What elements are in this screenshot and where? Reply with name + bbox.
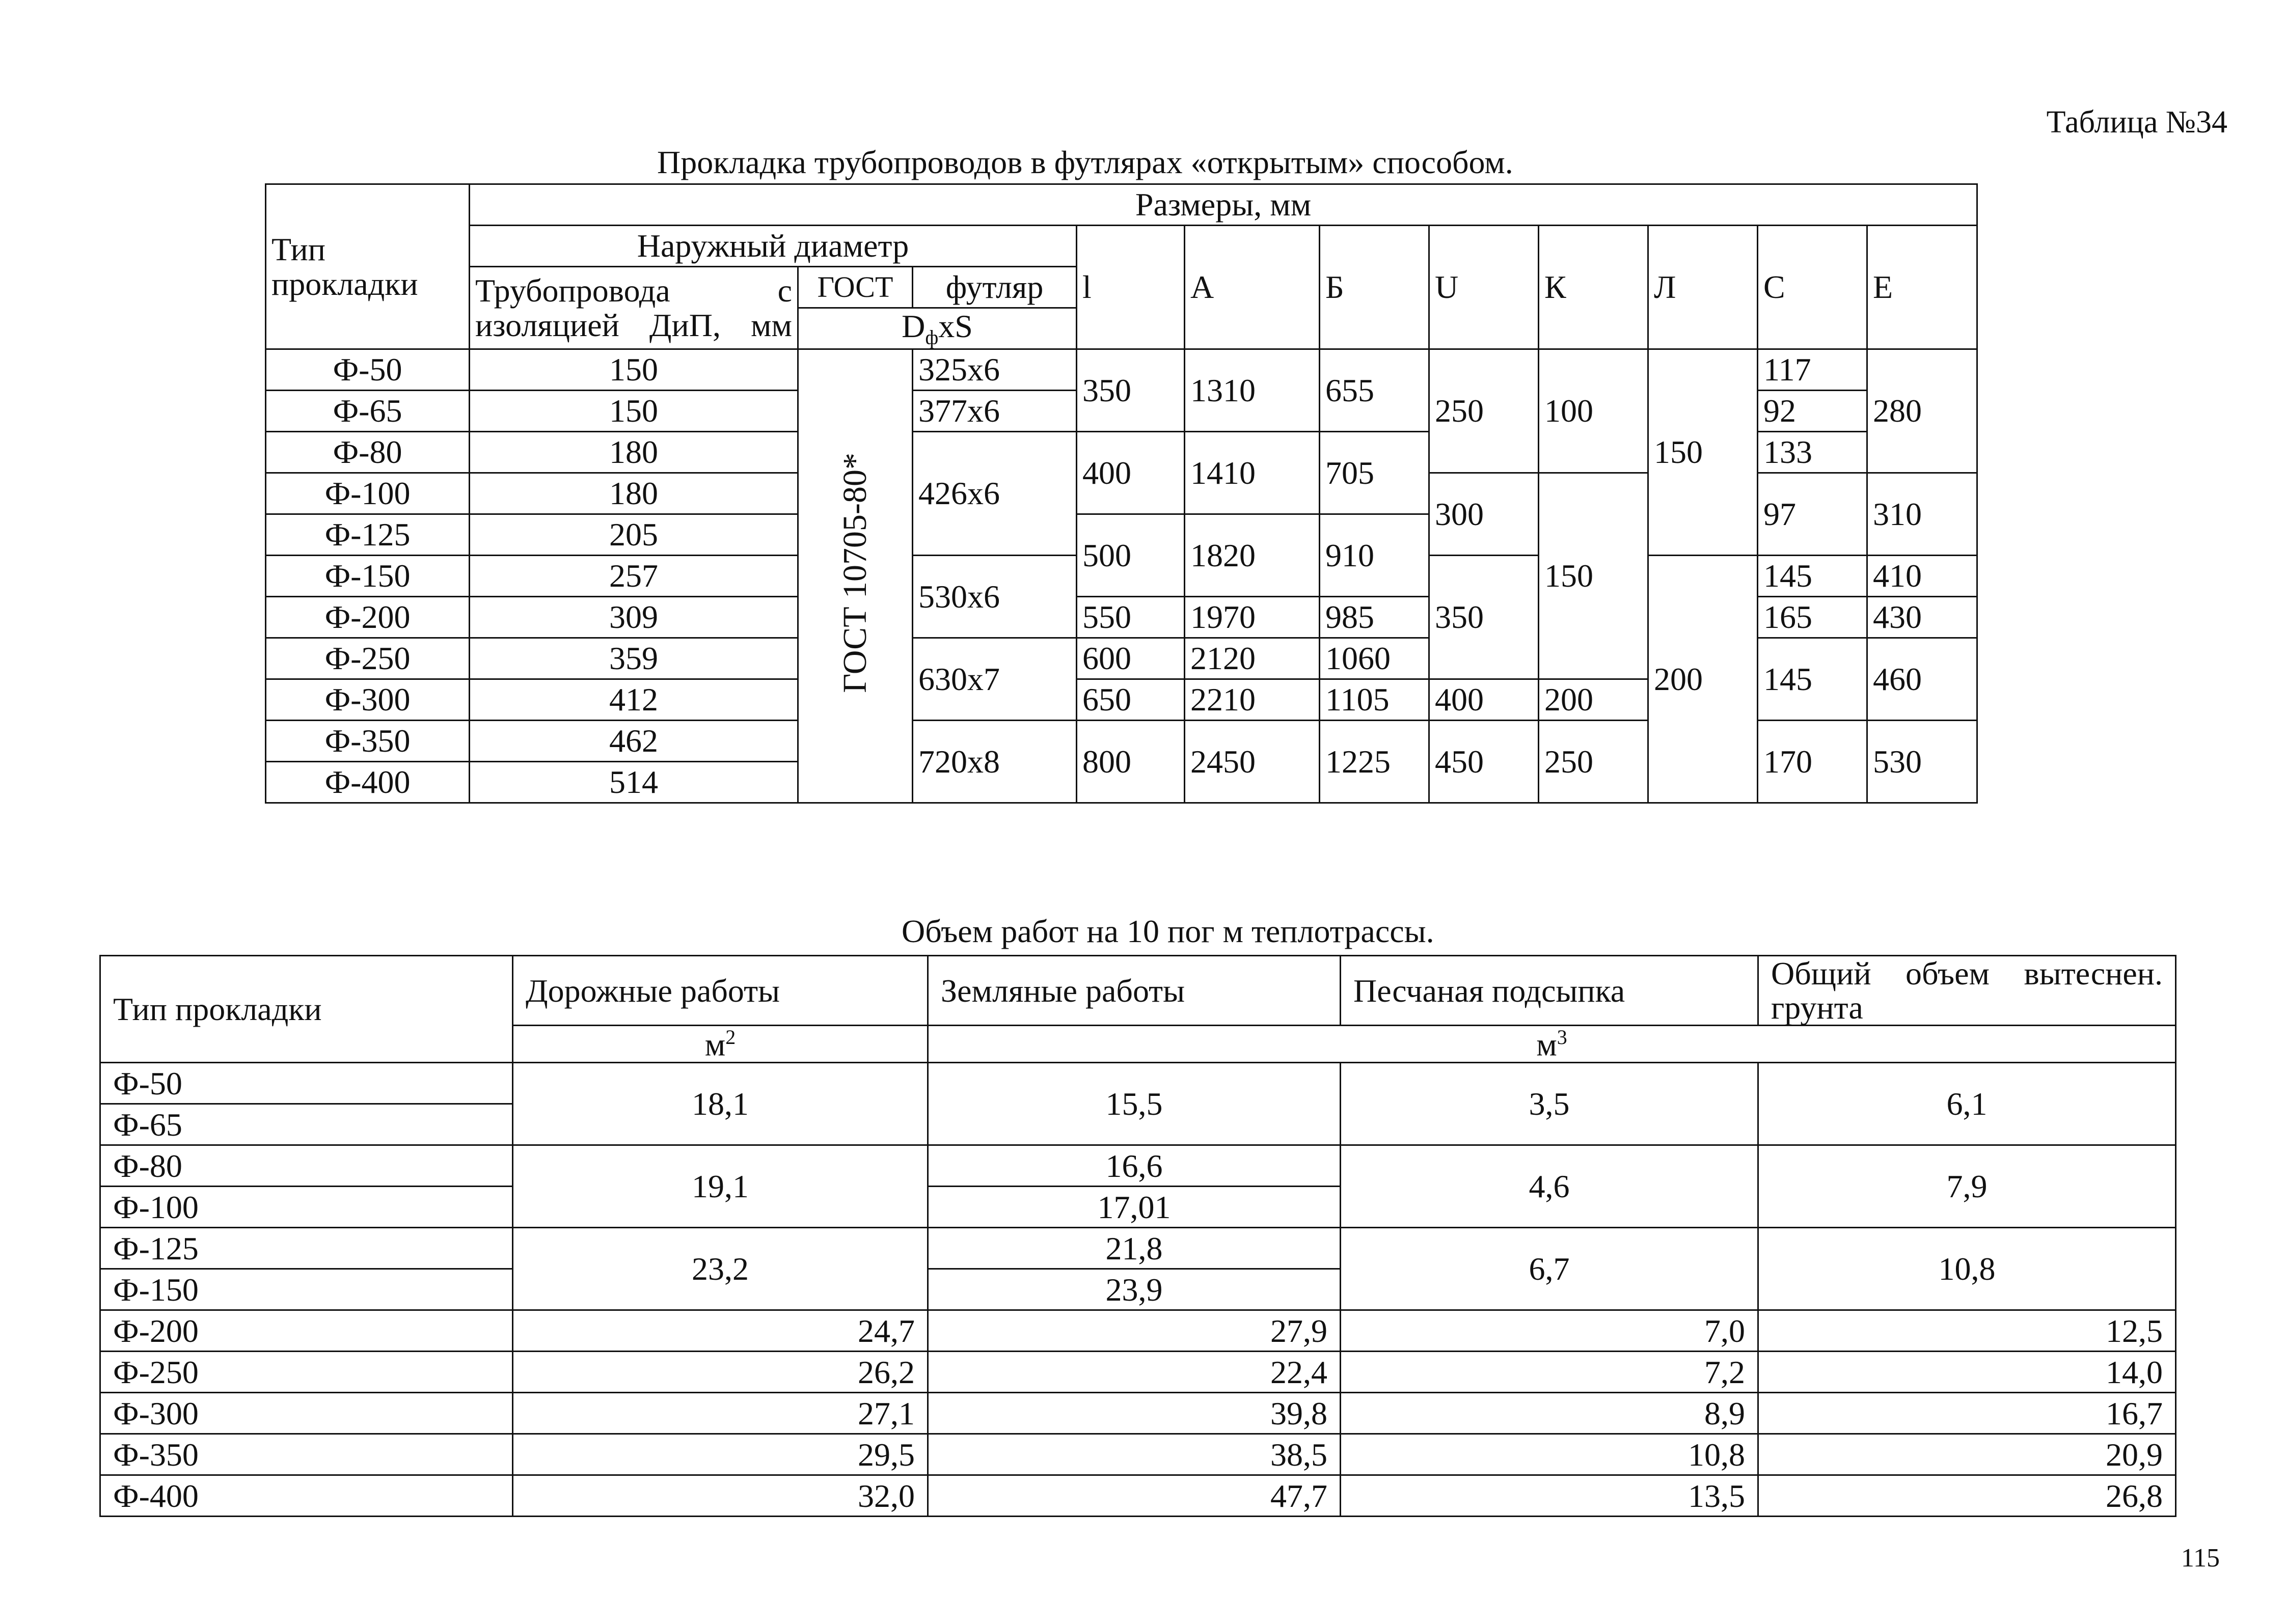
header-u: U [1429, 226, 1539, 349]
header-k: К [1539, 226, 1648, 349]
road-cell: 24,7 [513, 1310, 928, 1352]
gost-cell [798, 349, 913, 803]
case-cell: 325x6 [913, 349, 1077, 391]
a-cell: 1970 [1185, 597, 1320, 638]
earth-cell: 47,7 [928, 1475, 1341, 1517]
header-pipe-diameter: Трубопровода с изоляцией ДиП, мм [470, 267, 798, 349]
earth-cell: 17,01 [928, 1187, 1341, 1228]
header-total: Общий объем вытеснен. грунта [1758, 956, 2176, 1026]
header-sizes: Размеры, мм [470, 184, 1977, 226]
e-cell: 410 [1867, 556, 1977, 597]
type-cell: Ф-100 [100, 1187, 513, 1228]
total-cell: 6,1 [1758, 1063, 2176, 1145]
header-earth: Земляные работы [928, 956, 1341, 1026]
pipe-cell: 514 [470, 762, 798, 803]
unit-m2-sup: 2 [725, 1026, 736, 1049]
total-cell: 26,8 [1758, 1475, 2176, 1517]
sand-cell: 6,7 [1341, 1228, 1758, 1310]
type-cell: Ф-65 [100, 1104, 513, 1145]
sand-cell: 7,2 [1341, 1352, 1758, 1393]
type-cell: Ф-50 [266, 349, 470, 391]
unit-m2-base: м [704, 1026, 726, 1063]
l-cell: 350 [1077, 349, 1185, 432]
c-cell: 170 [1758, 721, 1867, 803]
case-cell: 720x8 [913, 721, 1077, 803]
pipe-cell: 180 [470, 432, 798, 473]
u-cell: 350 [1429, 556, 1539, 679]
type-cell: Ф-350 [266, 721, 470, 762]
k-cell: 200 [1539, 679, 1648, 721]
earth-cell: 21,8 [928, 1228, 1341, 1269]
a-cell: 2120 [1185, 638, 1320, 679]
pipe-cell: 257 [470, 556, 798, 597]
header-b: Б [1320, 226, 1429, 349]
type-cell: Ф-125 [100, 1228, 513, 1269]
total-cell: 10,8 [1758, 1228, 2176, 1310]
earth-cell: 16,6 [928, 1145, 1341, 1187]
type-cell: Ф-250 [266, 638, 470, 679]
type-cell: Ф-400 [100, 1475, 513, 1517]
header-sand: Песчаная подсыпка [1341, 956, 1758, 1026]
header-ll: Л [1648, 226, 1758, 349]
unit-m3-sup: 3 [1557, 1026, 1567, 1049]
page-number: 115 [2181, 1544, 2220, 1573]
c-cell: 145 [1758, 556, 1867, 597]
header-d: D [902, 308, 926, 344]
k-cell: 100 [1539, 349, 1648, 473]
earth-cell: 39,8 [928, 1393, 1341, 1434]
l-cell: 400 [1077, 432, 1185, 514]
c-cell: 92 [1758, 391, 1867, 432]
earth-cell: 15,5 [928, 1063, 1341, 1145]
sand-cell: 13,5 [1341, 1475, 1758, 1517]
c-cell: 145 [1758, 638, 1867, 721]
c-cell: 97 [1758, 473, 1867, 556]
sand-cell: 7,0 [1341, 1310, 1758, 1352]
a-cell: 2210 [1185, 679, 1320, 721]
a-cell: 1410 [1185, 432, 1320, 514]
type-cell: Ф-100 [266, 473, 470, 514]
type-cell: Ф-80 [266, 432, 470, 473]
sand-cell: 4,6 [1341, 1145, 1758, 1228]
header-outer-diameter: Наружный диаметр [470, 226, 1077, 267]
header-dxs [798, 308, 1077, 349]
pipe-cell: 359 [470, 638, 798, 679]
c-cell: 165 [1758, 597, 1867, 638]
c-cell: 117 [1758, 349, 1867, 391]
case-cell: 630x7 [913, 638, 1077, 721]
pipe-cell: 412 [470, 679, 798, 721]
earth-cell: 23,9 [928, 1269, 1341, 1310]
header-a: А [1185, 226, 1320, 349]
type-cell: Ф-125 [266, 514, 470, 556]
earth-cell: 38,5 [928, 1434, 1341, 1475]
k-cell: 250 [1539, 721, 1648, 803]
e-cell: 460 [1867, 638, 1977, 721]
sand-cell: 8,9 [1341, 1393, 1758, 1434]
table2-caption: Объем работ на 10 пог м теплотрассы. [902, 913, 1434, 949]
total-cell: 14,0 [1758, 1352, 2176, 1393]
l-cell: 800 [1077, 721, 1185, 803]
pipe-laying-table [265, 183, 1978, 804]
type-cell: Ф-80 [100, 1145, 513, 1187]
header-case: футляр [913, 267, 1077, 308]
e-cell: 310 [1867, 473, 1977, 556]
pipe-cell: 150 [470, 391, 798, 432]
header-d-sub: ф [925, 325, 939, 349]
total-cell: 12,5 [1758, 1310, 2176, 1352]
case-cell: 530x6 [913, 556, 1077, 638]
b-cell: 655 [1320, 349, 1429, 432]
unit-m3 [928, 1026, 2176, 1063]
table1-caption: Прокладка трубопроводов в футлярах «открытым» способом. [657, 144, 1513, 180]
case-cell: 377x6 [913, 391, 1077, 432]
b-cell: 985 [1320, 597, 1429, 638]
b-cell: 910 [1320, 514, 1429, 597]
b-cell: 1060 [1320, 638, 1429, 679]
l-cell: 600 [1077, 638, 1185, 679]
l-cell: 500 [1077, 514, 1185, 597]
e-cell: 280 [1867, 349, 1977, 473]
type-cell: Ф-200 [266, 597, 470, 638]
pipe-cell: 180 [470, 473, 798, 514]
l-cell: 650 [1077, 679, 1185, 721]
u-cell: 450 [1429, 721, 1539, 803]
header-type: Тип прокладки [100, 956, 513, 1063]
a-cell: 1310 [1185, 349, 1320, 432]
type-cell: Ф-65 [266, 391, 470, 432]
b-cell: 1225 [1320, 721, 1429, 803]
total-cell: 16,7 [1758, 1393, 2176, 1434]
pipe-cell: 205 [470, 514, 798, 556]
sand-cell: 10,8 [1341, 1434, 1758, 1475]
type-cell: Ф-250 [100, 1352, 513, 1393]
sand-cell: 3,5 [1341, 1063, 1758, 1145]
header-type: Тип прокладки [266, 184, 470, 349]
pipe-cell: 462 [470, 721, 798, 762]
road-cell: 26,2 [513, 1352, 928, 1393]
a-cell: 2450 [1185, 721, 1320, 803]
type-cell: Ф-200 [100, 1310, 513, 1352]
road-cell: 23,2 [513, 1228, 928, 1310]
unit-m3-base: м [1536, 1026, 1557, 1063]
type-cell: Ф-150 [266, 556, 470, 597]
total-cell: 20,9 [1758, 1434, 2176, 1475]
road-cell: 19,1 [513, 1145, 928, 1228]
type-cell: Ф-150 [100, 1269, 513, 1310]
case-cell: 426x6 [913, 432, 1077, 556]
type-cell: Ф-400 [266, 762, 470, 803]
b-cell: 1105 [1320, 679, 1429, 721]
gost-value: ГОСТ 10705-80* [836, 453, 874, 693]
road-cell: 27,1 [513, 1393, 928, 1434]
header-road: Дорожные работы [513, 956, 928, 1026]
u-cell: 250 [1429, 349, 1539, 473]
pipe-cell: 150 [470, 349, 798, 391]
unit-m2 [513, 1026, 928, 1063]
type-cell: Ф-350 [100, 1434, 513, 1475]
header-e: Е [1867, 226, 1977, 349]
l-cell: 550 [1077, 597, 1185, 638]
e-cell: 430 [1867, 597, 1977, 638]
e-cell: 530 [1867, 721, 1977, 803]
ll-cell: 150 [1648, 349, 1758, 556]
earth-cell: 22,4 [928, 1352, 1341, 1393]
a-cell: 1820 [1185, 514, 1320, 597]
total-cell: 7,9 [1758, 1145, 2176, 1228]
road-cell: 32,0 [513, 1475, 928, 1517]
type-cell: Ф-50 [100, 1063, 513, 1104]
k-cell: 150 [1539, 473, 1648, 679]
table-number: Таблица №34 [2046, 105, 2227, 140]
c-cell: 133 [1758, 432, 1867, 473]
header-c: С [1758, 226, 1867, 349]
type-cell: Ф-300 [100, 1393, 513, 1434]
u-cell: 300 [1429, 473, 1539, 556]
header-d-tail: xS [938, 308, 973, 344]
header-l: l [1077, 226, 1185, 349]
work-volume-table [99, 955, 2176, 1517]
earth-cell: 27,9 [928, 1310, 1341, 1352]
road-cell: 18,1 [513, 1063, 928, 1145]
b-cell: 705 [1320, 432, 1429, 514]
road-cell: 29,5 [513, 1434, 928, 1475]
u-cell: 400 [1429, 679, 1539, 721]
header-gost: ГОСТ [798, 267, 913, 308]
pipe-cell: 309 [470, 597, 798, 638]
type-cell: Ф-300 [266, 679, 470, 721]
ll-cell: 200 [1648, 556, 1758, 803]
